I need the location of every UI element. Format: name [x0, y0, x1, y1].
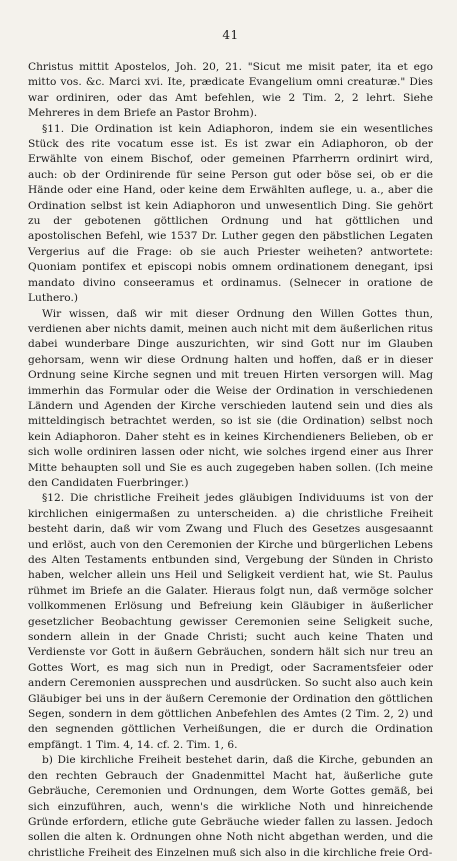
paragraph-ordination-order: Wir wissen, daß wir mit dieser Ordnung den Willen Gottes thun, verdienen aber nichts damit, meinen auch nicht mit dem äußerlichen ritus dabei wunderbare Dinge auszurichten, wir sind Gott nur im Glauben gehorsam, wenn wir diese Ordnung halten und hoffen, daß er in dieser Ordnung seine Kirche segnen und mit treuen Hirten versorgen will. Mag immerhin das Formular oder die Weise der Ordination in verschiedenen Ländern und Agenden der Kirche verschieden lautend sein und dies als mitteldingisch betrachtet werden, so ist sie (die Ordination) selbst noch kein Adiaphoron. Daher steht es in keines Kirchendieners Belieben, ob er sich wolle ordiniren lassen oder nicht, wie solches irgend einer aus Ihrer Mitte behaupten soll und Sie es auch zugegeben haben sollen. (Ich meine den Candidaten Fuerbringer.) [28, 307, 433, 489]
paragraph-intro: Christus mittit Apostelos, Joh. 20, 21. "Sicut me misit pater, ita et ego mitto vos. &c. Marci xvi. Ite, prædicate Evangelium omni creaturæ." Dies war ordiniren, oder das Amt befehlen, wie 2 Tim. 2, 2 lehrt. Siehe Mehreres in dem Briefe an Pastor Brohm). [28, 61, 433, 120]
paragraph-section-12: §12. Die christliche Freiheit jedes gläubigen Individuums ist von der kirchlichen einigermaßen zu unterscheiden. a) die christliche Freiheit besteht darin, daß wir vom Zwang und Fluch des Gesetzes ausgesaannt und erlöst, auch von den Ceremonien der Kirche und bürgerlichen Lebens des Alten Testaments entbunden sind, Vergebung der Sünden in Christo haben, welcher allein uns Heil und Seligkeit verdient hat, wie St. Paulus rühmet im Briefe an die Galater. Hieraus folgt nun, daß vermöge solcher vollkommenen Erlösung und Befreiung kein Gläubiger in äußerlicher gesetzlicher Beobachtung gewisser Ceremonien seine Seligkeit suche, sondern allein in der Gnade Christi; sucht auch keine Thaten und Verdienste vor Gott in äußern Gebräuchen, sondern hält sich nur treu an Gottes Wort, es mag sich nun in Predigt, oder Sacramentsfeier oder andern Ceremonien aussprechen und ausdrücken. So sucht also auch kein Gläubiger bei uns in der äußern Ceremonie der Ordination den göttlichen Segen, sondern in dem göttlichen Anbefehlen des Amtes (2 Tim. 2, 2) und den segnenden göttlichen Verheißungen, die er durch die Ordination empfängt. 1 Tim. 4, 14. cf. 2. Tim. 1, 6. [28, 492, 433, 751]
page-number: 41 [222, 28, 239, 42]
paragraph-church-freedom: b) Die kirchliche Freiheit bestehet darin, daß die Kirche, gebunden an den rechten Gebrauch der Gnadenmittel Macht hat, äußerliche gute Gebräuche, Ceremonien und Ordnungen, dem Worte Gottes gemäß, bei sich einzuführen, auch, wenn's die wirkliche Noth und hinreichende Gründe erfordern, etliche gute Gebräuche wieder fallen zu lassen. Jedoch sollen die alten k. Ordnungen ohne Noth nicht abgethan werden, und die christliche Freiheit des Einzelnen muß sich also in die kirchliche freie Ord- [28, 754, 433, 859]
paragraph-section-11: §11. Die Ordination ist kein Adiaphoron, indem sie ein wesentliches Stück des rite vocatum esse ist. Es ist zwar ein Adiaphoron, ob der Erwählte von einem Bischof, oder gemeinen Pfarrherrn ordinirt wird, auch: ob der Ordinirende für seine Person gut oder böse sei, ob er die Hände oder eine Hand, oder keine dem Erwählten auflege, u. a., aber die Ordination selbst ist kein Adiaphoron und unwesentlich Ding. Sie gehört zu der gebotenen göttlichen Ordnung und hat göttlichen und apostolischen Befehl, wie 1537 Dr. Luther gegen den päbstlichen Legaten Vergerius auf die Frage: ob sie auch Priester weiheten? antwortete: Quoniam pontifex et episcopi nobis omnem ordinationem denegant, ipsi mandato divino conseeramus et ordinamus. (Selnecer in oratione de Luthero.) [28, 122, 433, 305]
